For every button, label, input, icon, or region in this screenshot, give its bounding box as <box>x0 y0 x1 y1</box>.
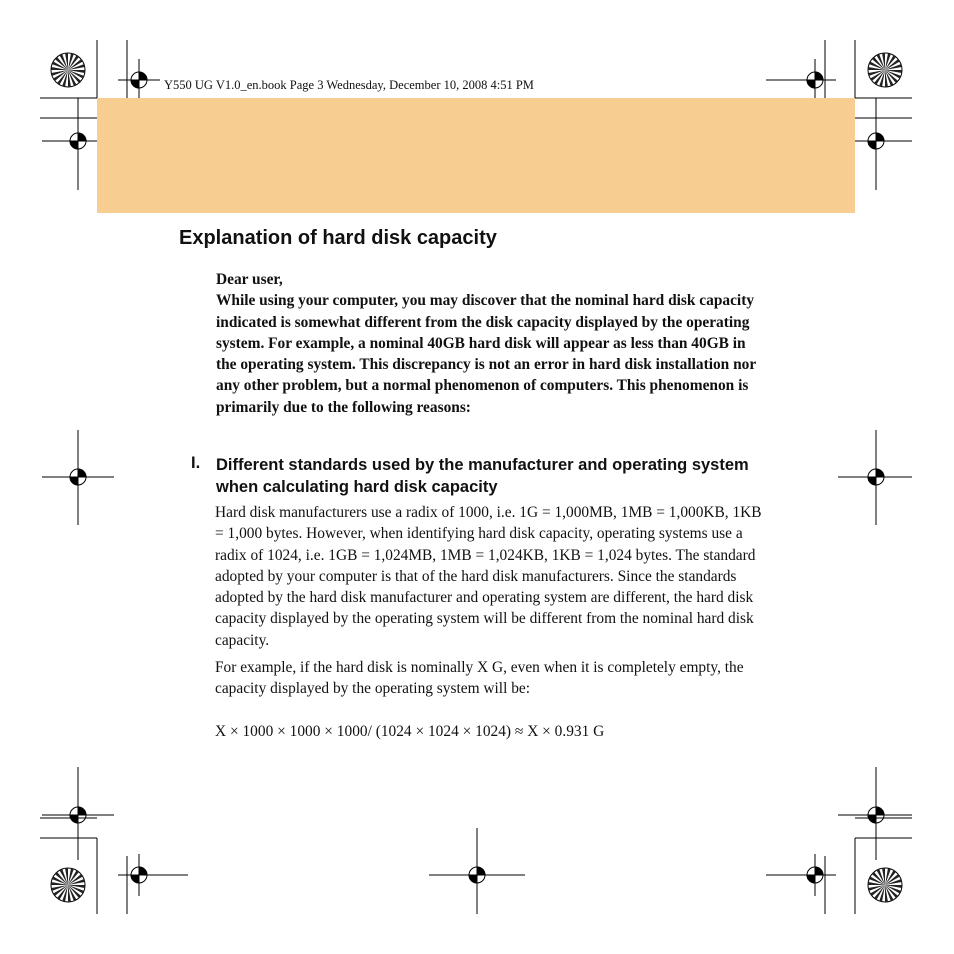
section-body <box>215 502 765 706</box>
section-heading: Different standards used by the manufacturer and operating system when calculating hard disk capacity <box>216 456 749 496</box>
intro-paragraph: While using your computer, you may discover that the nominal hard disk capacity indicated is somewhat different from the disk capacity displayed by the operating system. For example, a nominal 40GB hard disk will appear as less than 40GB in the operating system. This discrepancy is not an error in hard disk installation nor any other problem, but a normal phenomenon of computers. This phenomenon is primarily due to the following reasons: <box>216 292 756 416</box>
header-banner <box>97 98 855 213</box>
registration-mark-bottom-left <box>118 854 188 896</box>
page-title: Explanation of hard disk capacity <box>179 227 497 249</box>
registration-mark-left-middle <box>42 430 114 525</box>
star-target-top-left <box>51 53 85 87</box>
section-number: I. <box>191 454 201 472</box>
star-target-bottom-left <box>51 868 85 902</box>
body-paragraph-1: Hard disk manufacturers use a radix of 1000, i.e. 1G = 1,000MB, 1MB = 1,000KB, 1KB = 1,000 bytes. However, when identifying hard disk capacity, operating systems use a radix of 1024, i.e. 1GB = 1,024MB, 1MB = 1,024KB, 1KB = 1,024 bytes. The standard adopted by your computer is that of the hard disk manufacturers. Since the standards adopted by the hard disk manufacturer and operating system are different, the hard disk capacity displayed by the operating system will be different from the nominal hard disk capacity. <box>215 504 762 649</box>
salutation: Dear user, <box>216 271 283 288</box>
intro-block <box>216 269 761 418</box>
star-target-bottom-right <box>868 868 902 902</box>
registration-mark-left-bottom <box>42 767 114 860</box>
capacity-formula: X × 1000 × 1000 × 1000/ (1024 × 1024 × 1024) ≈ X × 0.931 G <box>215 723 605 740</box>
registration-mark-right-bottom <box>838 767 912 860</box>
body-paragraph-2: For example, if the hard disk is nominally X G, even when it is completely empty, the capacity displayed by the operating system will be: <box>215 659 744 698</box>
registration-mark-bottom-center <box>429 828 525 914</box>
star-target-top-right <box>868 53 902 87</box>
book-file-info: Y550 UG V1.0_en.book Page 3 Wednesday, December 10, 2008 4:51 PM <box>164 78 534 92</box>
registration-mark-top-left-a <box>118 59 160 101</box>
registration-mark-right-middle <box>838 430 912 525</box>
